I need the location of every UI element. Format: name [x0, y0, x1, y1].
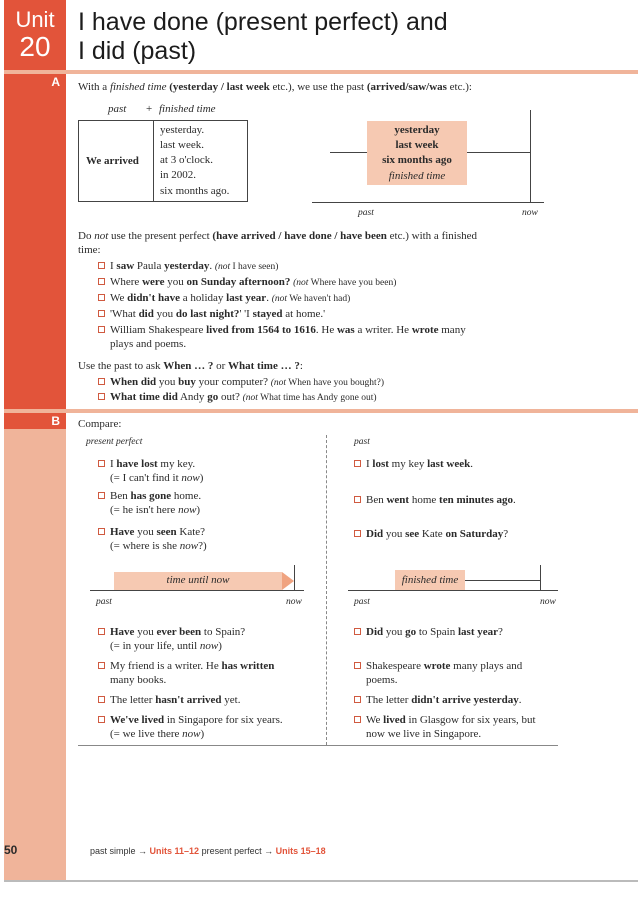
example-2: Where were you on Sunday afternoon? (not Where have you been): [98, 276, 396, 290]
pp-example-2-note: (= he isn't here now): [110, 504, 201, 516]
unit-word: Unit: [15, 7, 55, 32]
timeline-b-left-now: now: [286, 597, 302, 607]
page-title: I have done (present perfect) and I did (past): [78, 8, 448, 65]
section-a-intro: With a finished time (yesterday / last week etc.), we use the past (arrived/saw/was etc.):: [78, 81, 472, 93]
right-yesterday: yesterday: [394, 124, 440, 136]
timeline-a-now: now: [522, 208, 538, 218]
time-until-now-arrow: [282, 572, 294, 590]
example-4: 'What did you do last night?' 'I stayed at home.': [98, 308, 325, 321]
time-4: in 2002.: [160, 169, 197, 181]
pp-example-5-line2: many books.: [110, 674, 167, 686]
right-last-week: last week: [395, 139, 439, 151]
example-shakespeare-line2: plays and poems.: [110, 338, 187, 350]
right-six-months: six months ago: [382, 154, 452, 166]
dont-use-line1: Do not use the present perfect (have arrived / have done / have been etc.) with a finished: [78, 230, 478, 242]
example-shakespeare: William Shakespeare lived from 1564 to 1616. He was a writer. He wrote many: [98, 324, 466, 337]
example-3: We didn't have a holiday last year. (not We haven't had): [98, 292, 350, 306]
past-example-6: The letter didn't arrive yesterday.: [354, 694, 522, 707]
time-2: last week.: [160, 139, 204, 151]
finished-time-caption-b: finished time: [401, 574, 459, 586]
section-b-tab: B: [4, 413, 66, 429]
question-1: When did you buy your computer? (not When have you bought?): [98, 376, 384, 390]
compare-label: Compare:: [78, 418, 122, 430]
timeline-b-right-past: past: [354, 597, 370, 607]
past-units-link[interactable]: Units 11–12: [149, 846, 200, 856]
unit-number: 20: [19, 31, 51, 62]
pp-example-4: Have you ever been to Spain?: [98, 626, 245, 639]
compare-column-divider: [326, 435, 327, 745]
unit-badge: [4, 0, 66, 70]
pp-example-1: I have lost my key.: [98, 458, 195, 471]
pp-example-4-note: (= in your life, until now): [110, 640, 222, 652]
time-5: six months ago.: [160, 185, 230, 197]
example-1: I saw Paula yesterday. (not I have seen): [98, 260, 278, 274]
section-b-divider: [66, 409, 638, 413]
timeline-b-right-now: now: [540, 597, 556, 607]
past-example-1: I lost my key last week.: [354, 458, 473, 471]
past-example-5: Shakespeare wrote many plays and: [354, 660, 522, 673]
dont-use-line2: time:: [78, 244, 101, 256]
pp-units-link[interactable]: Units 15–18: [275, 846, 326, 856]
present-perfect-head: present perfect: [86, 437, 143, 447]
time-3: at 3 o'clock.: [160, 154, 213, 166]
pp-example-1-note: (= I can't find it now): [110, 472, 204, 484]
timeline-b-left-past: past: [96, 597, 112, 607]
past-example-7-line2: now we live in Singapore.: [366, 728, 482, 740]
past-example-5-line2: poems.: [366, 674, 398, 686]
pp-example-2: Ben has gone home.: [98, 490, 201, 503]
footer-rule: [4, 880, 638, 882]
page-number: 50: [4, 843, 18, 857]
right-finished-caption: finished time: [388, 170, 446, 182]
past-example-3: Did you see Kate on Saturday?: [354, 528, 508, 541]
past-head: past: [354, 437, 370, 447]
time-1: yesterday.: [160, 124, 205, 136]
timeline-b-left-axis: [90, 590, 304, 591]
title-divider: [66, 70, 638, 74]
past-example-7: We lived in Glasgow for six years, but: [354, 714, 536, 727]
pp-example-3-note: (= where is she now?): [110, 540, 207, 552]
cross-reference: past simple → Units 11–12 present perfect → Units 15–18: [90, 846, 326, 856]
time-until-now-caption: time until now: [166, 574, 230, 586]
pp-example-3: Have you seen Kate?: [98, 526, 205, 539]
pp-example-7: We've lived in Singapore for six years.: [98, 714, 283, 727]
diagram-plus-label: +: [146, 103, 153, 115]
diagram-finished-label: finished time: [159, 103, 216, 115]
pp-example-7-note: (= we live there now): [110, 728, 205, 740]
section-a-tab: A: [4, 74, 66, 409]
past-example-4: Did you go to Spain last year?: [354, 626, 503, 639]
question-2: What time did Andy go out? (not What time has Andy gone out): [98, 391, 377, 405]
past-example-2: Ben went home ten minutes ago.: [354, 494, 516, 507]
timeline-b-right-axis: [348, 590, 558, 591]
use-past-ask: Use the past to ask When … ? or What time … ?:: [78, 360, 303, 372]
diagram-past-label: past: [108, 103, 127, 115]
pp-example-6: The letter hasn't arrived yet.: [98, 694, 240, 707]
we-arrived-divider: [153, 120, 154, 202]
timeline-axis-a: [312, 202, 544, 203]
pp-example-5: My friend is a writer. He has written: [98, 660, 274, 673]
we-arrived-subject: We arrived: [86, 155, 139, 167]
timeline-a-past: past: [358, 208, 374, 218]
